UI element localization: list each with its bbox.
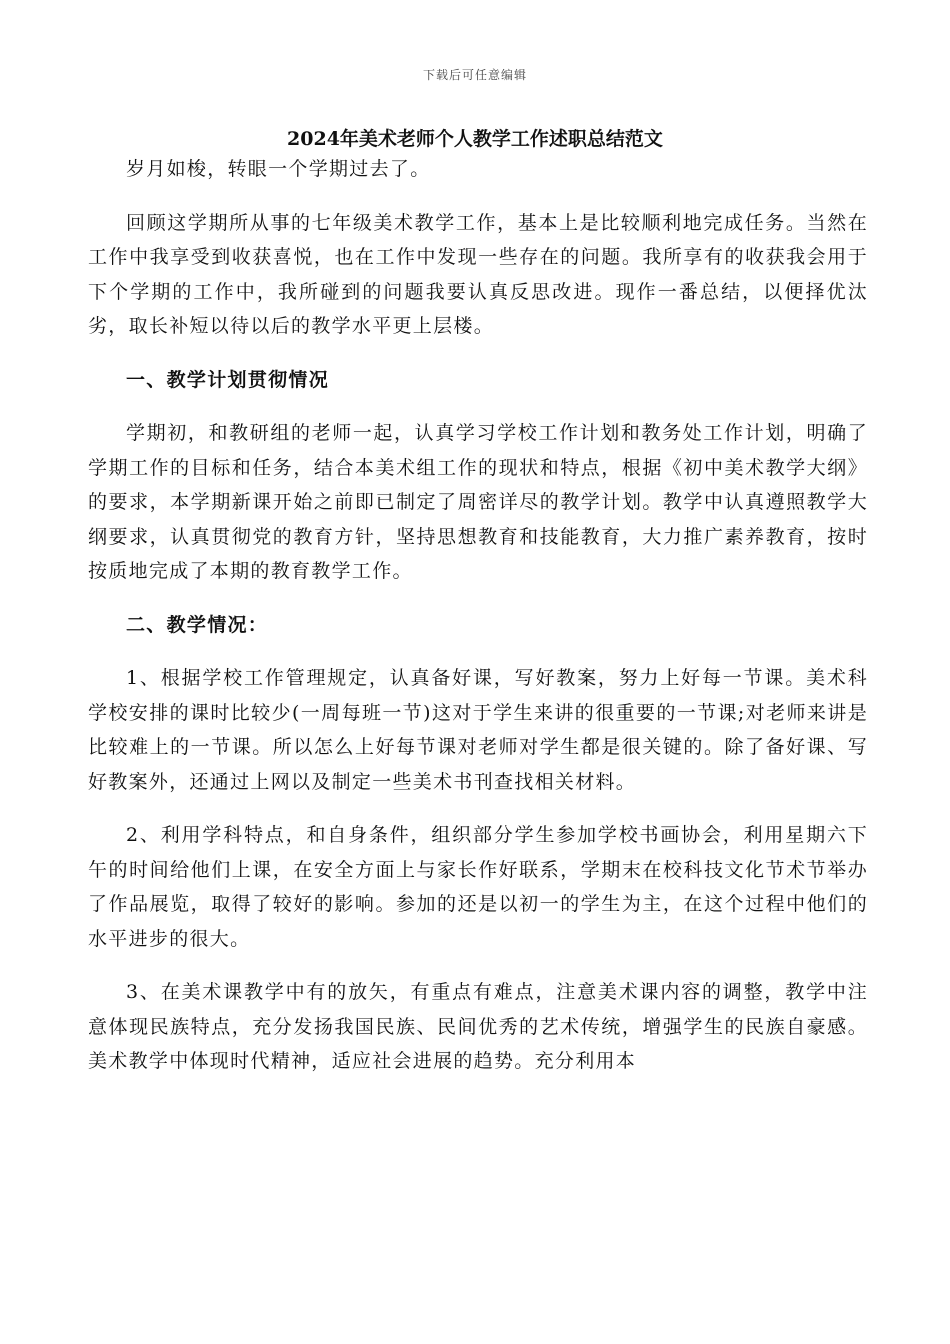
section-heading-plan: 一、教学计划贯彻情况 (126, 368, 330, 391)
intro-paragraph-1: 岁月如梭，转眼一个学期过去了。 (126, 158, 431, 180)
teaching-item-1: 1、根据学校工作管理规定，认真备好课，写好教案，努力上好每一节课。美术科学校安排的课时比较少(一周每班一节)这对于学生来讲的很重要的一节课;对老师来讲是比较难上的一节课。所以怎么上好每节课对老师对学生都是很关键的。除了备好课、写好教案外，还通过上网以及制定一些美术书刊查找相关材料。 (88, 667, 868, 793)
teaching-item-2: 2、利用学科特点，和自身条件，组织部分学生参加学校书画协会，利用星期六下午的时间给他们上课，在安全方面上与家长作好联系，学期末在校科技文化节术节举办了作品展览，取得了较好的影响。参加的还是以初一的学生为主，在这个过程中他们的水平进步的很大。 (88, 824, 868, 950)
teaching-item-3: 3、在美术课教学中有的放矢，有重点有难点，注意美术课内容的调整，教学中注意体现民族特点，充分发扬我国民族、民间优秀的艺术传统，增强学生的民族自豪感。美术教学中体现时代精神，适应社会进展的趋势。充分利用本 (88, 981, 868, 1072)
header-note: 下载后可任意编辑 (422, 68, 527, 82)
plan-paragraph: 学期初，和教研组的老师一起，认真学习学校工作计划和教务处工作计划，明确了学期工作的目标和任务，结合本美术组工作的现状和特点，根据《初中美术教学大纲》的要求，本学期新课开始之前即已制定了周密详尽的教学计划。教学中认真遵照教学大纲要求，认真贯彻党的教育方针，坚持思想教育和技能教育，大力推广素养教育，按时按质地完成了本期的教育教学工作。 (88, 422, 868, 582)
document-body (88, 152, 868, 1098)
intro-paragraph-2: 回顾这学期所从事的七年级美术教学工作，基本上是比较顺利地完成任务。当然在工作中我享受到收获喜悦，也在工作中发现一些存在的问题。我所享有的收获我会用于下个学期的工作中，我所碰到的问题我要认真反思改进。现作一番总结，以便择优汰劣，取长补短以待以后的教学水平更上层楼。 (88, 211, 868, 337)
section-heading-teaching: 二、教学情况： (126, 613, 269, 636)
page-title: 2024年美术老师个人教学工作述职总结范文 (287, 128, 663, 150)
